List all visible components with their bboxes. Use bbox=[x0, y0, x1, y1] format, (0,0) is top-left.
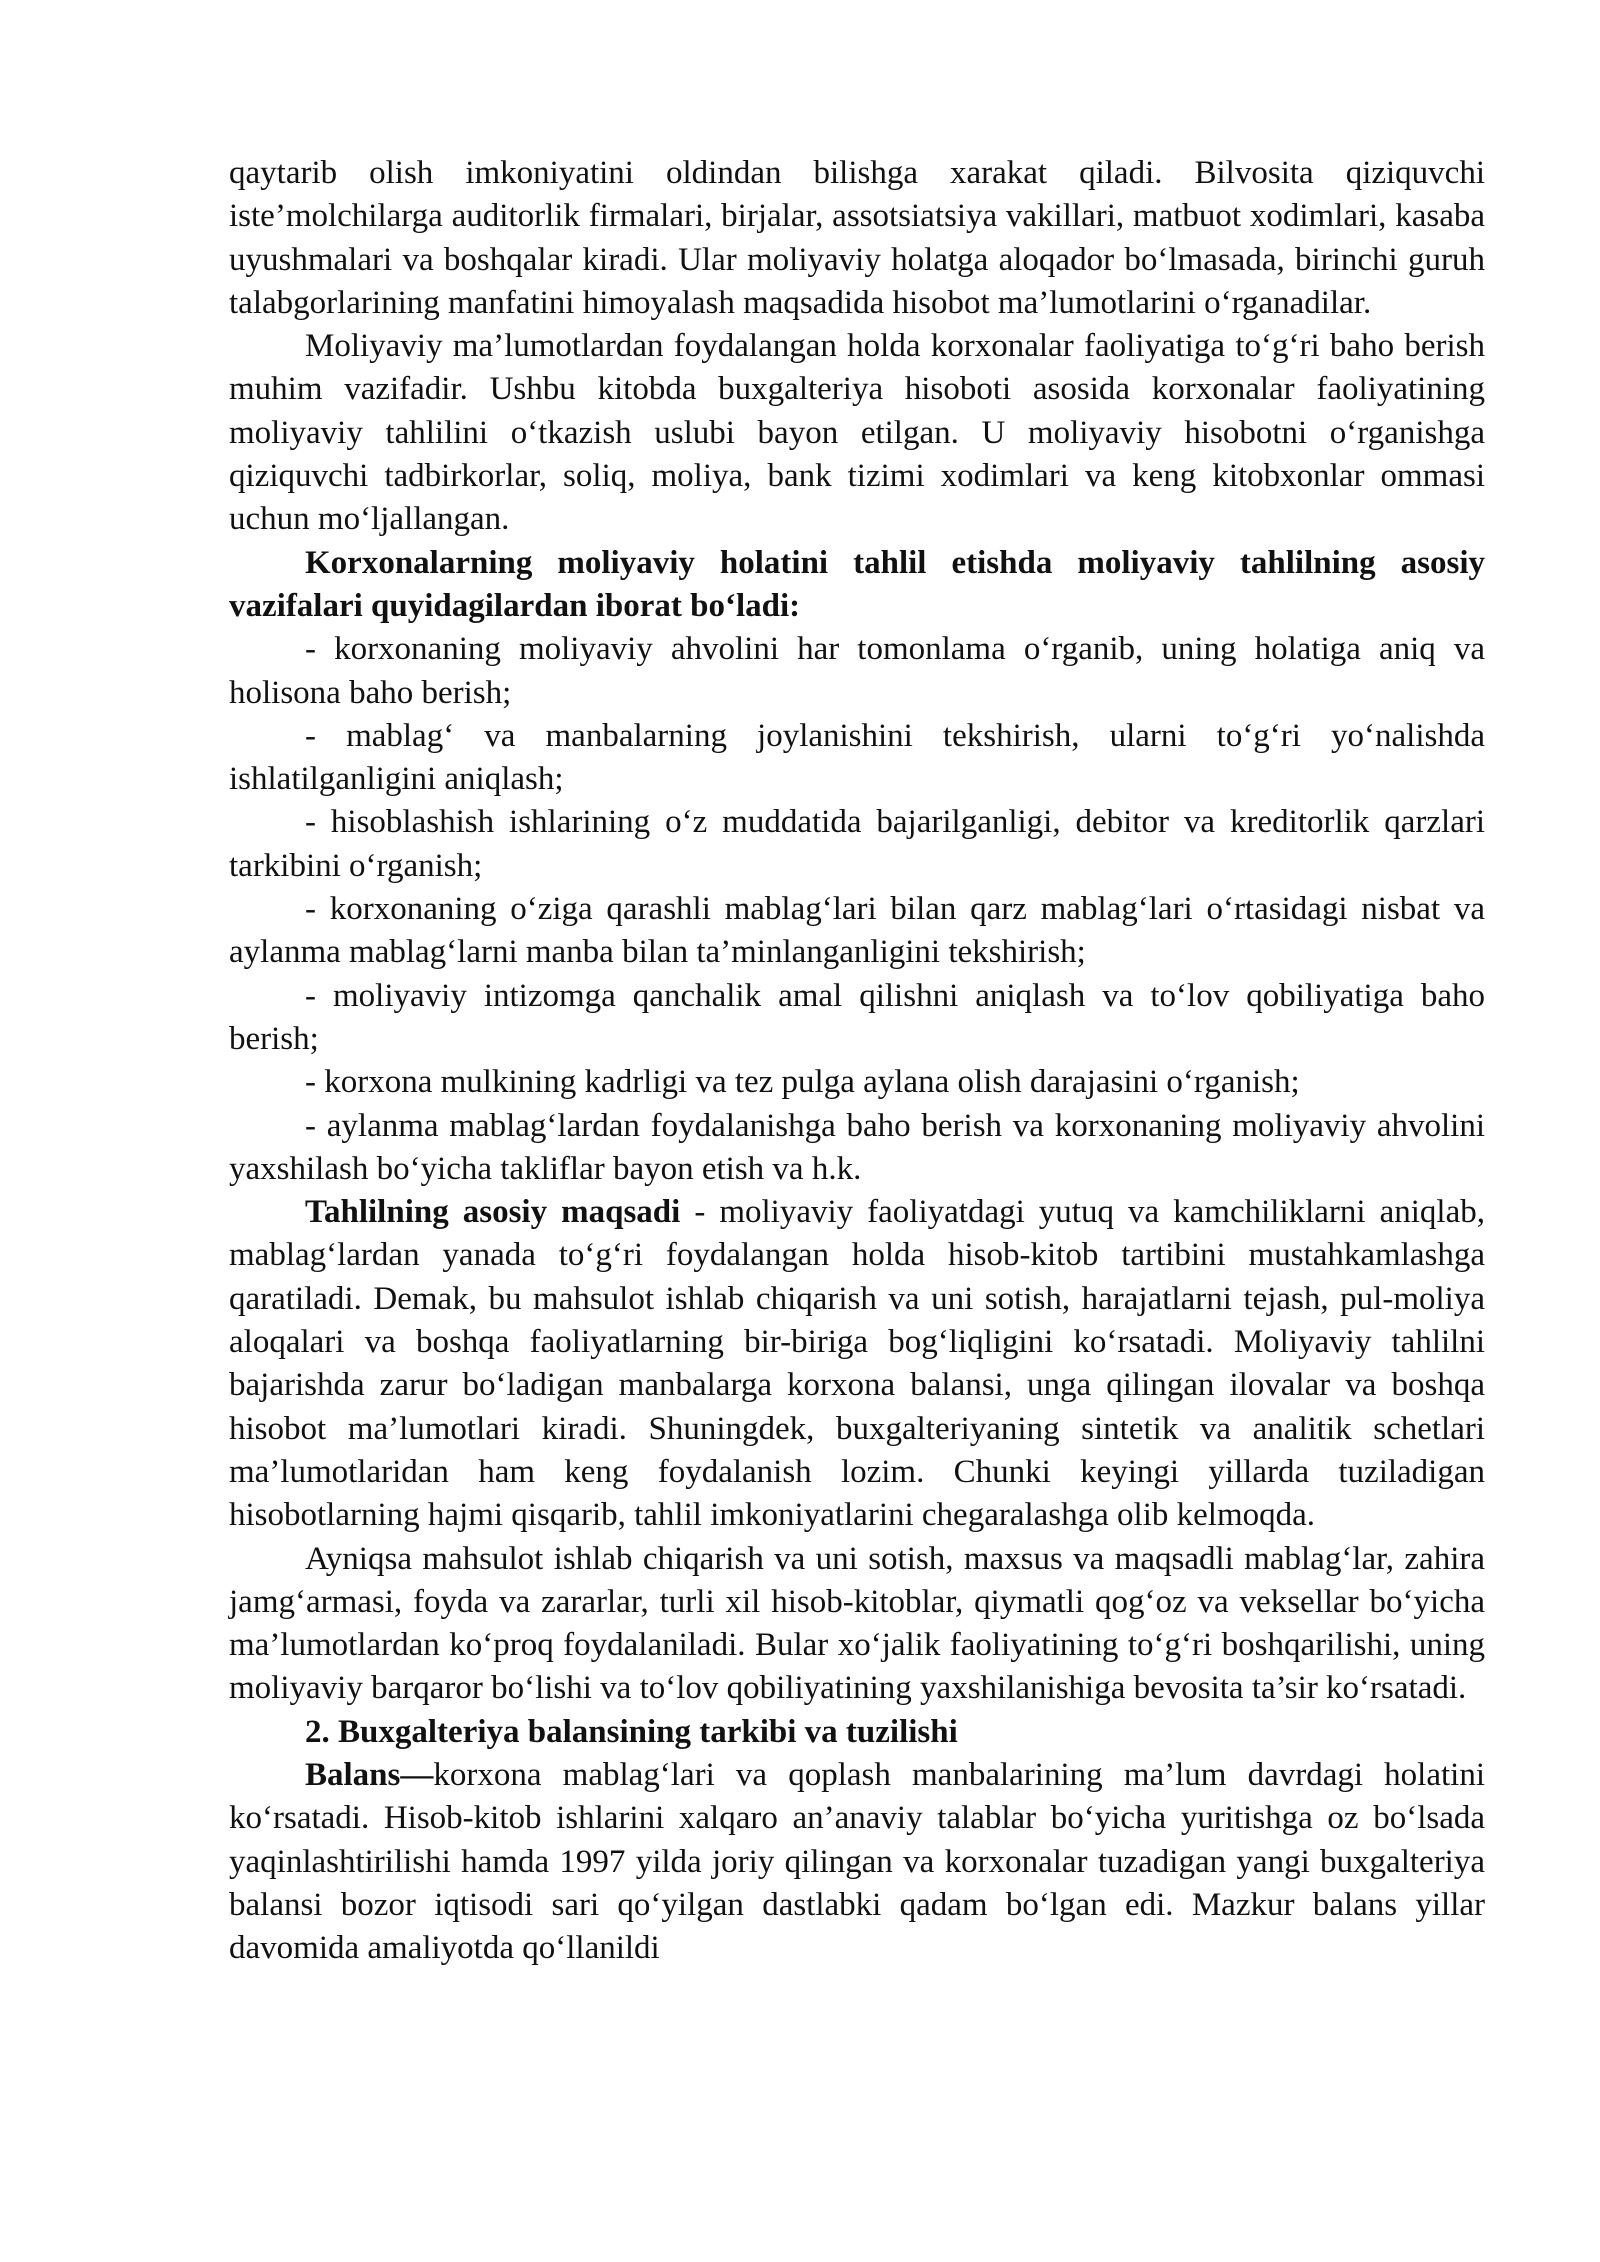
section-heading: 2. Buxgalteriya balansining tarkibi va tuzilishi bbox=[305, 1713, 958, 1750]
list-item: - aylanma mablag‘lardan foydalanishga baho berish va korxonaning moliyaviy ahvolini yaxshilash bo‘yicha takliflar bayon etish va h.k. bbox=[229, 1107, 1485, 1187]
list-item: - korxonaning moliyaviy ahvolini har tomonlama o‘rganib, uning holatiga aniq va holisona baho berish; bbox=[229, 631, 1485, 711]
paragraph-balance bbox=[229, 1754, 1485, 1970]
balance-lead: Balans— bbox=[305, 1756, 434, 1793]
list-item: - moliyaviy intizomga qanchalik amal qilishni aniqlash va to‘lov qobiliyatiga baho berish; bbox=[229, 977, 1485, 1057]
document-page bbox=[229, 152, 1485, 1970]
tasks-heading: Korxonalarning moliyaviy holatini tahlil etishda moliyaviy tahlilning asosiy vazifalari quyidagilardan iborat bo‘ladi: bbox=[229, 544, 1485, 624]
paragraph-sources: Ayniqsa mahsulot ishlab chiqarish va uni sotish, maxsus va maqsadli mablag‘lar, zahira jamg‘armasi, foyda va zararlar, turli xil hisob-kitoblar, qiymatli qog‘oz va veksellar bo‘yicha ma’lumotlardan ko‘proq foydalaniladi. Bular xo‘jalik faoliyatining to‘g‘ri boshqarilishi, uning moliyaviy barqaror bo‘lishi va to‘lov qobiliyatining yaxshilanishiga bevosita ta’sir ko‘rsatadi. bbox=[229, 1540, 1485, 1707]
paragraph-purpose: Moliyaviy ma’lumotlardan foydalangan holda korxonalar faoliyatiga to‘g‘ri baho berish muhim vazifadir. Ushbu kitobda buxgalteriya hisoboti asosida korxonalar faoliyatining moliyaviy tahlilini o‘tkazish uslubi bayon etilgan. U moliyaviy hisobotni o‘rganishga qiziquvchi tadbirkorlar, soliq, moliya, bank tizimi xodimlari va keng kitobxonlar ommasi uchun mo‘ljallangan. bbox=[229, 328, 1485, 538]
list-item: - hisoblashish ishlarining o‘z muddatida bajarilganligi, debitor va kreditorlik qarzlari tarkibini o‘rganish; bbox=[229, 804, 1485, 884]
balance-text: korxona mablag‘lari va qoplash manbalarining ma’lum davrdagi holatini ko‘rsatadi. Hisob-kitob ishlarini xalqaro an’anaviy talablar bo‘yicha yuritishga oz bo‘lsada yaqinlashtirilishi hamda 1997 yilda joriy qilingan va korxonalar tuzadigan yangi buxgalteriya balansi bozor iqtisodi sari qo‘yilgan dastlabki qadam bo‘lgan edi. Mazkur balans yillar davomida amaliyotda qo‘llanildi bbox=[229, 1756, 1485, 1967]
paragraph-analysis-goal bbox=[229, 1191, 1485, 1537]
list-item: - korxonaning o‘ziga qarashli mablag‘lari bilan qarz mablag‘lari o‘rtasidagi nisbat va aylanma mablag‘larni manba bilan ta’minlanganligini tekshirish; bbox=[229, 891, 1485, 971]
analysis-goal-lead: Tahlilning asosiy maqsadi bbox=[305, 1194, 681, 1231]
list-item: - korxona mulkining kadrligi va tez pulga aylana olish darajasini o‘rganish; bbox=[305, 1064, 1300, 1101]
analysis-goal-text: - moliyaviy faoliyatdagi yutuq va kamchiliklarni aniqlab, mablag‘lardan yanada to‘g‘ri foydalangan holda hisob-kitob tartibini mustahkamlashga qaratiladi. Demak, bu mahsulot ishlab chiqarish va uni sotish, harajatlarni tejash, pul-moliya aloqalari va boshqa faoliyatlarning bir-biriga bog‘liqligini ko‘rsatadi. Moliyaviy tahlilni bajarishda zarur bo‘ladigan manbalarga korxona balansi, unga qilingan ilovalar va boshqa hisobot ma’lumotlari kiradi. Shuningdek, buxgalteriyaning sintetik va analitik schetlari ma’lumotlaridan ham keng foydalanish lozim. Chunki keyingi yillarda tuziladigan hisobotlarning hajmi qisqarib, tahlil imkoniyatlarini chegaralashga olib kelmoqda. bbox=[229, 1194, 1485, 1534]
list-item: - mablag‘ va manbalarning joylanishini tekshirish, ularni to‘g‘ri yo‘nalishda ishlatilganligini aniqlash; bbox=[229, 717, 1485, 798]
paragraph-continuation: qaytarib olish imkoniyatini oldindan bilishga xarakat qiladi. Bilvosita qiziquvchi iste’molchilarga auditorlik firmalari, birjalar, assotsiatsiya vakillari, matbuot xodimlari, kasaba uyushmalari va boshqalar kiradi. Ular moliyaviy holatga aloqador bo‘lmasada, birinchi guruh talabgorlarining manfatini himoyalash maqsadida hisobot ma’lumotlarini o‘rganadilar. bbox=[229, 155, 1485, 321]
